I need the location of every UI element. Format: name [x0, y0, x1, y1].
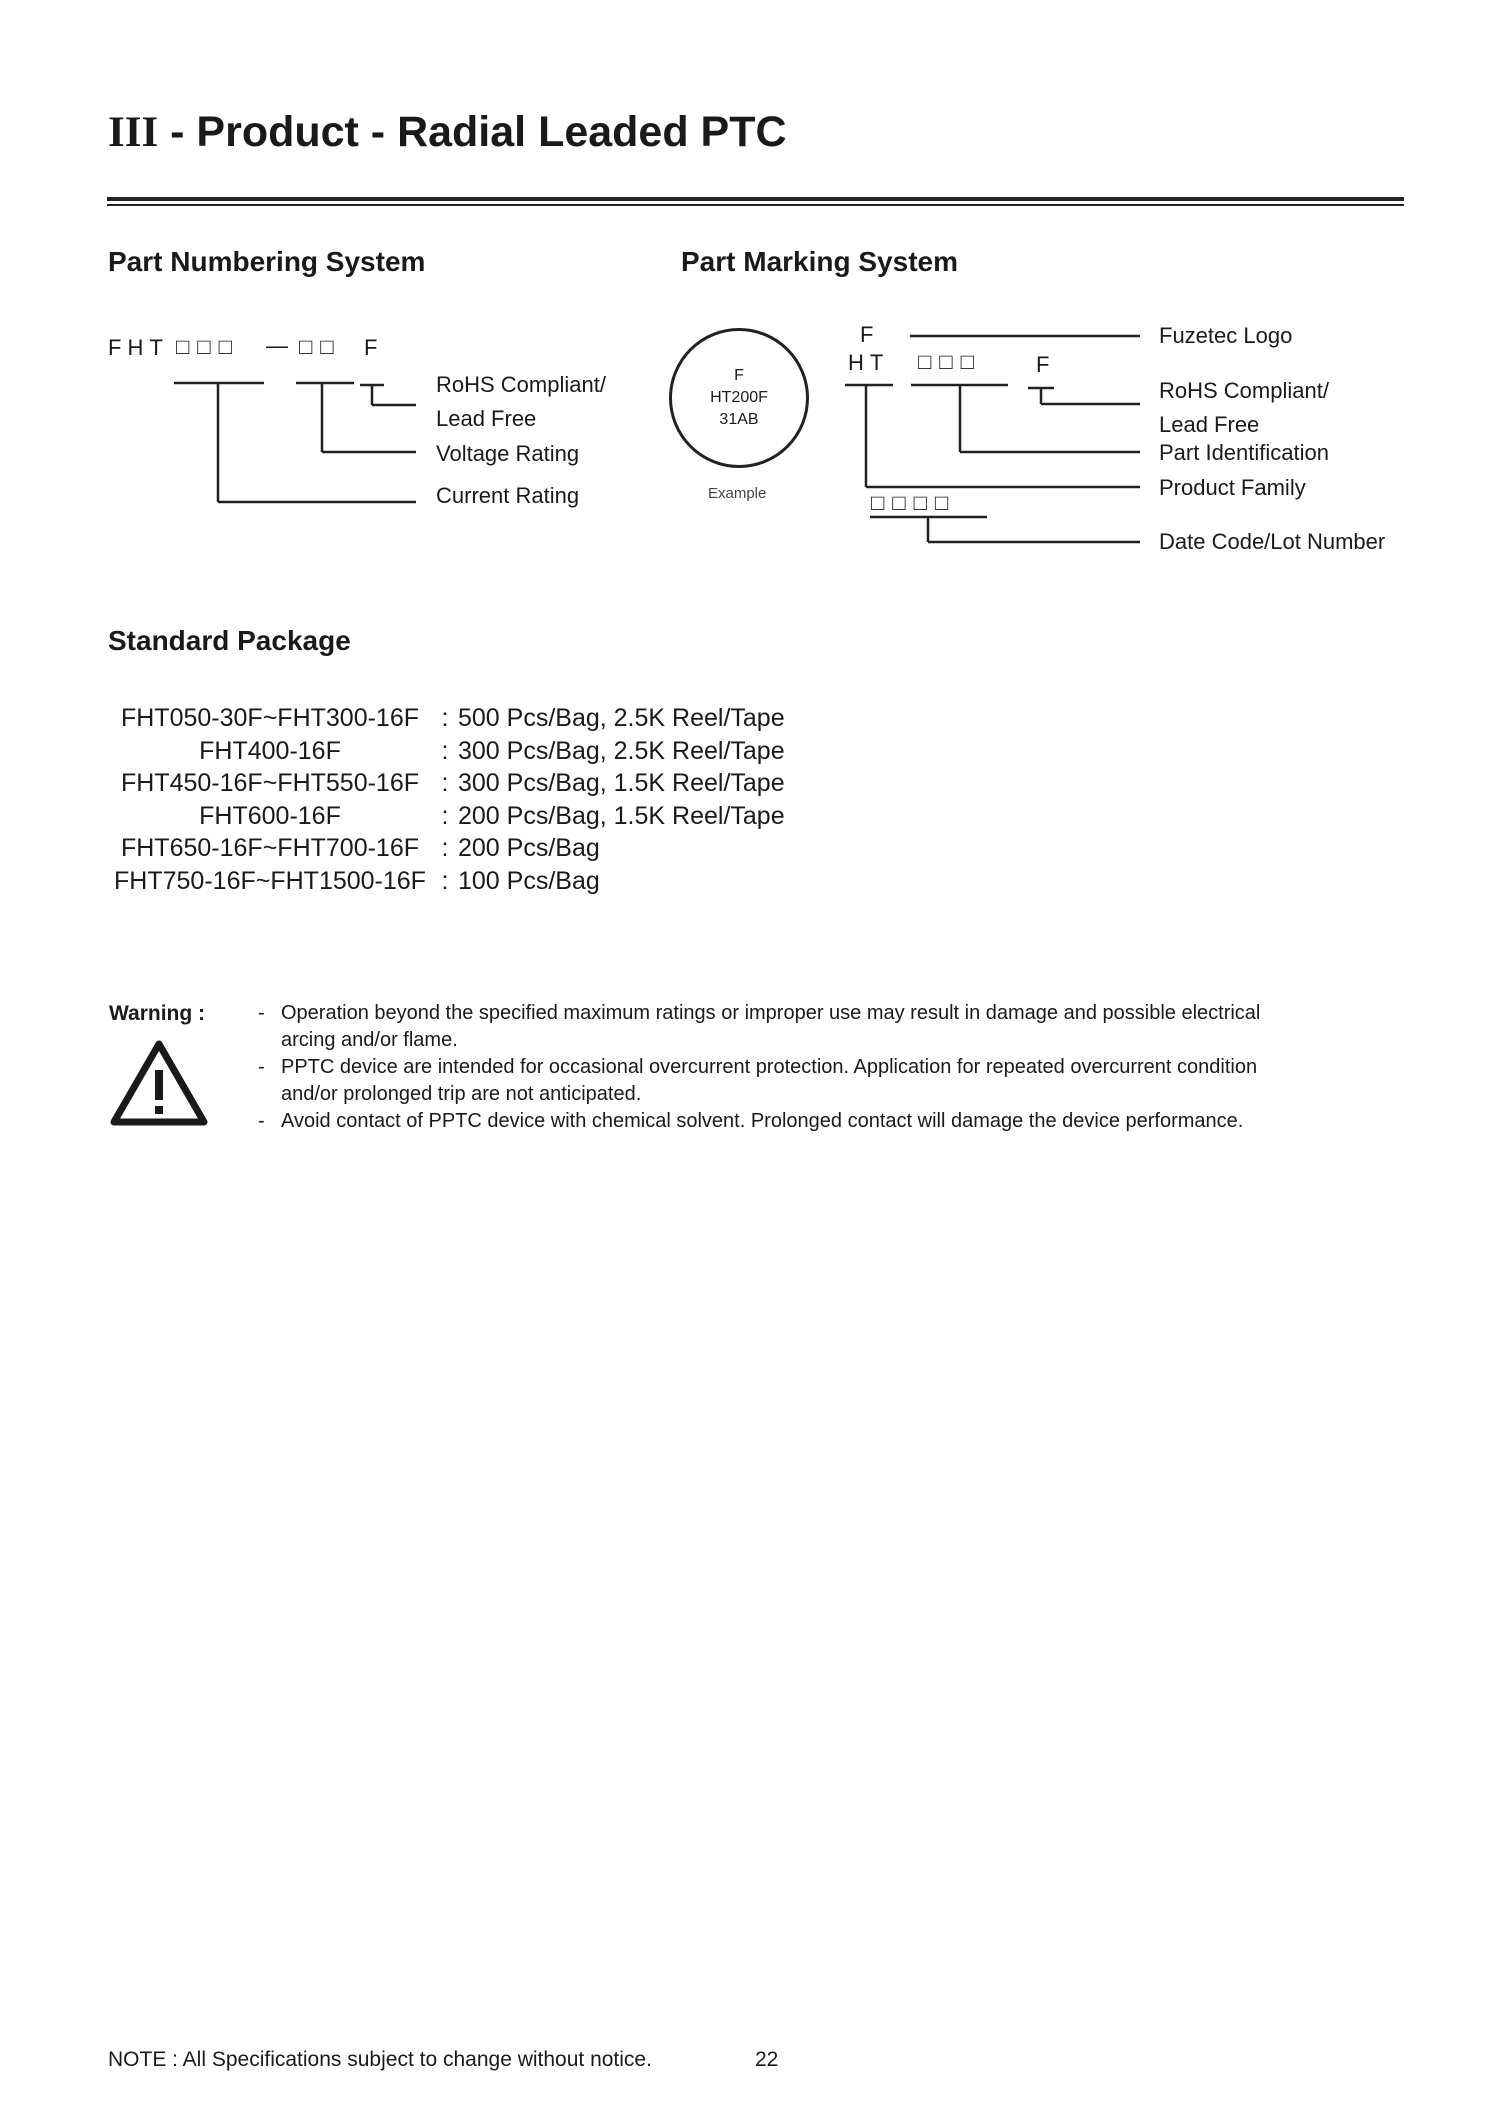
warning-item-text: Operation beyond the specified maximum ratings or improper use may result in damage and possible electrical — [281, 1002, 1261, 1024]
marking-connector-lines — [0, 0, 1500, 600]
package-colon: : — [441, 802, 449, 830]
marking-row2-prefix: HT — [848, 350, 890, 375]
numbering-label-rohs-line1: RoHS Compliant/ — [436, 372, 606, 397]
marking-label-logo: Fuzetec Logo — [1159, 323, 1293, 348]
marking-label-date-code: Date Code/Lot Number — [1159, 529, 1386, 554]
numbering-code-suffix: F — [364, 335, 384, 360]
warning-item-text: Avoid contact of PPTC device with chemical solvent. Prolonged contact will damage the device performance. — [281, 1110, 1244, 1132]
part-numbering-heading: Part Numbering System — [108, 246, 426, 277]
warning-triangle-icon — [110, 1040, 208, 1126]
marking-example-line-3: 31AB — [719, 411, 759, 428]
marking-example-line-1: F — [734, 367, 744, 384]
warning-item-text-cont: arcing and/or flame. — [281, 1029, 458, 1051]
package-row — [108, 800, 868, 833]
package-quantity: 300 Pcs/Bag, 2.5K Reel/Tape — [458, 737, 785, 765]
warning-item-dash: - — [258, 1110, 265, 1132]
numbering-label-voltage: Voltage Rating — [436, 441, 580, 466]
package-part-range: FHT750-16F~FHT1500-16F — [114, 867, 426, 895]
marking-example-caption: Example — [708, 485, 767, 502]
marking-label-family: Product Family — [1159, 475, 1306, 500]
numbering-code-prefix: FHT — [108, 335, 169, 360]
package-quantity: 100 Pcs/Bag — [458, 867, 600, 895]
marking-row2-boxes: □□□ — [918, 349, 982, 374]
marking-row2-suffix: F — [1036, 352, 1056, 377]
title-text: - Product - Radial Leaded PTC — [158, 108, 787, 156]
warning-item-dash: - — [258, 1002, 265, 1024]
numbering-label-rohs-line2: Lead Free — [436, 406, 537, 431]
warning-item-text: PPTC device are intended for occasional overcurrent protection. Application for repeated overcurrent condition — [281, 1056, 1258, 1078]
warning-item — [258, 1108, 1408, 1135]
marking-row1-letter: F — [860, 322, 880, 347]
marking-label-part-id: Part Identification — [1159, 440, 1329, 465]
warning-label: Warning : — [109, 1002, 206, 1025]
warning-item-dash: - — [258, 1056, 265, 1078]
page-number: 22 — [755, 2048, 779, 2071]
standard-package-heading: Standard Package — [108, 625, 351, 656]
package-colon: : — [441, 737, 449, 765]
part-marking-heading: Part Marking System — [681, 246, 958, 277]
marking-label-rohs — [1159, 374, 1329, 442]
numbering-code-boxes-voltage: □□ — [299, 334, 342, 359]
marking-label-rohs-line1: RoHS Compliant/ — [1159, 378, 1329, 403]
title-roman-numeral: III — [108, 109, 159, 156]
numbering-code-dash: — — [266, 333, 294, 358]
footer-note: NOTE : All Specifications subject to change without notice. — [108, 2048, 652, 2071]
marking-date-code-boxes: □□□□ — [871, 490, 957, 515]
package-colon: : — [441, 834, 449, 862]
package-part-range: FHT450-16F~FHT550-16F — [120, 769, 420, 797]
package-colon: : — [441, 769, 449, 797]
package-quantity: 200 Pcs/Bag, 1.5K Reel/Tape — [458, 802, 785, 830]
package-row — [108, 735, 868, 768]
package-quantity: 500 Pcs/Bag, 2.5K Reel/Tape — [458, 704, 785, 732]
package-quantity: 200 Pcs/Bag — [458, 834, 600, 862]
package-colon: : — [441, 867, 449, 895]
package-row — [108, 702, 868, 735]
package-row — [108, 767, 868, 800]
package-row — [108, 865, 868, 898]
package-part-range: FHT600-16F — [199, 802, 341, 830]
warning-item-text-cont: and/or prolonged trip are not anticipated. — [281, 1083, 642, 1105]
package-row — [108, 832, 868, 865]
package-quantity: 300 Pcs/Bag, 1.5K Reel/Tape — [458, 769, 785, 797]
warning-list — [258, 1000, 1408, 1135]
marking-label-rohs-line2: Lead Free — [1159, 412, 1260, 437]
numbering-code-boxes-current: □□□ — [176, 334, 240, 359]
package-part-range: FHT050-30F~FHT300-16F — [120, 704, 420, 732]
package-colon: : — [441, 704, 449, 732]
package-part-range: FHT650-16F~FHT700-16F — [120, 834, 420, 862]
numbering-label-current: Current Rating — [436, 483, 580, 508]
marking-example-line-2: HT200F — [710, 389, 768, 406]
warning-item — [258, 1000, 1408, 1054]
warning-item — [258, 1054, 1408, 1108]
package-part-range: FHT400-16F — [199, 737, 341, 765]
